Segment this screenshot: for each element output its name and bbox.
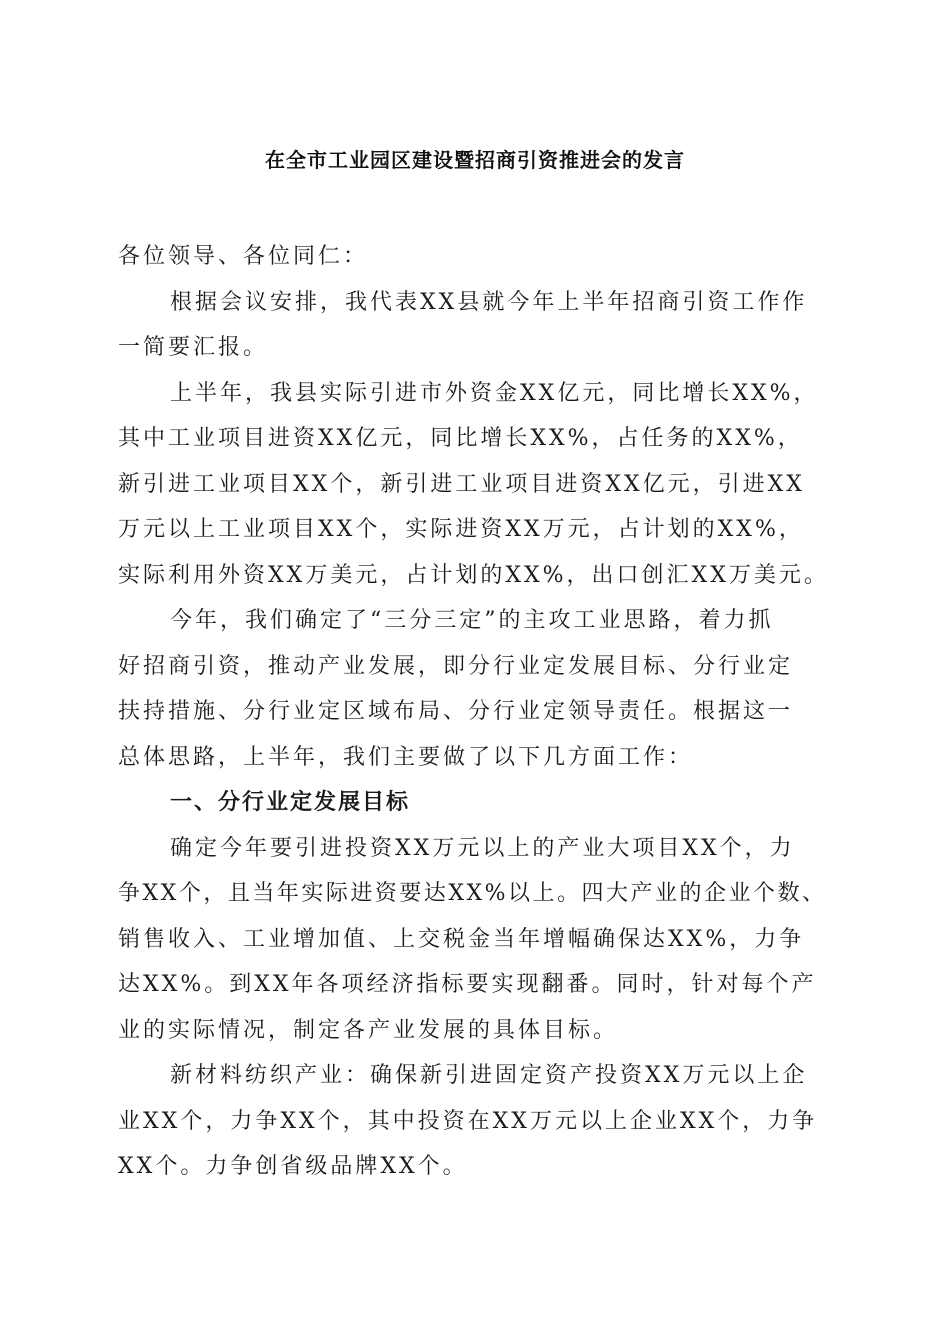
paragraph-line: 业的实际情况，制定各产业发展的具体目标。 [118,1017,619,1043]
paragraph-line: 达XX%。到XX年各项经济指标要实现翻番。同时，针对每个产 [118,972,817,997]
paragraph-line: 其中工业项目进资XX亿元，同比增长XX%，占任务的XX%， [118,426,803,451]
salutation-line: 各位领导、各位同仁： [118,244,369,269]
paragraph-line: 新材料纺织产业：确保新引进固定资产投资XX万元以上企 [170,1063,808,1088]
paragraph-line: 争XX个，且当年实际进资要达XX%以上。四大产业的企业个数、 [118,881,827,906]
paragraph-line: 新引进工业项目XX个，新引进工业项目进资XX亿元，引进XX [118,471,805,497]
paragraph-line: 扶持措施、分行业定区域布局、分行业定领导责任。根据这一 [118,699,794,724]
paragraph-line: 根据会议安排，我代表XX县就今年上半年招商引资工作作 [170,289,808,315]
paragraph-line: 确定今年要引进投资XX万元以上的产业大项目XX个，力 [170,835,795,861]
paragraph-line: 上半年，我县实际引进市外资金XX亿元，同比增长XX%， [170,380,819,406]
paragraph-line: 一简要汇报。 [118,335,269,360]
paragraph-line: 销售收入、工业增加值、上交税金当年增幅确保达XX%，力争 [118,926,805,952]
section-heading: 一、分行业定发展目标 [170,790,411,815]
paragraph-line: 业XX个，力争XX个，其中投资在XX万元以上企业XX个，力争 [118,1108,818,1134]
document-body [118,234,830,1190]
document-title: 在全市工业园区建设暨招商引资推进会的发言 [265,148,685,172]
paragraph-line: 万元以上工业项目XX个，实际进资XX万元，占计划的XX%， [118,517,804,542]
paragraph-line: 总体思路，上半年，我们主要做了以下几方面工作： [118,744,694,770]
paragraph-line: 好招商引资，推动产业发展，即分行业定发展目标、分行业定 [118,653,794,679]
paragraph-line: XX个。力争创省级品牌XX个。 [118,1154,468,1179]
paragraph-line: 实际利用外资XX万美元，占计划的XX%，出口创汇XX万美元。 [118,562,829,588]
paragraph-line: 今年，我们确定了“三分三定”的主攻工业思路，着力抓 [170,608,774,633]
